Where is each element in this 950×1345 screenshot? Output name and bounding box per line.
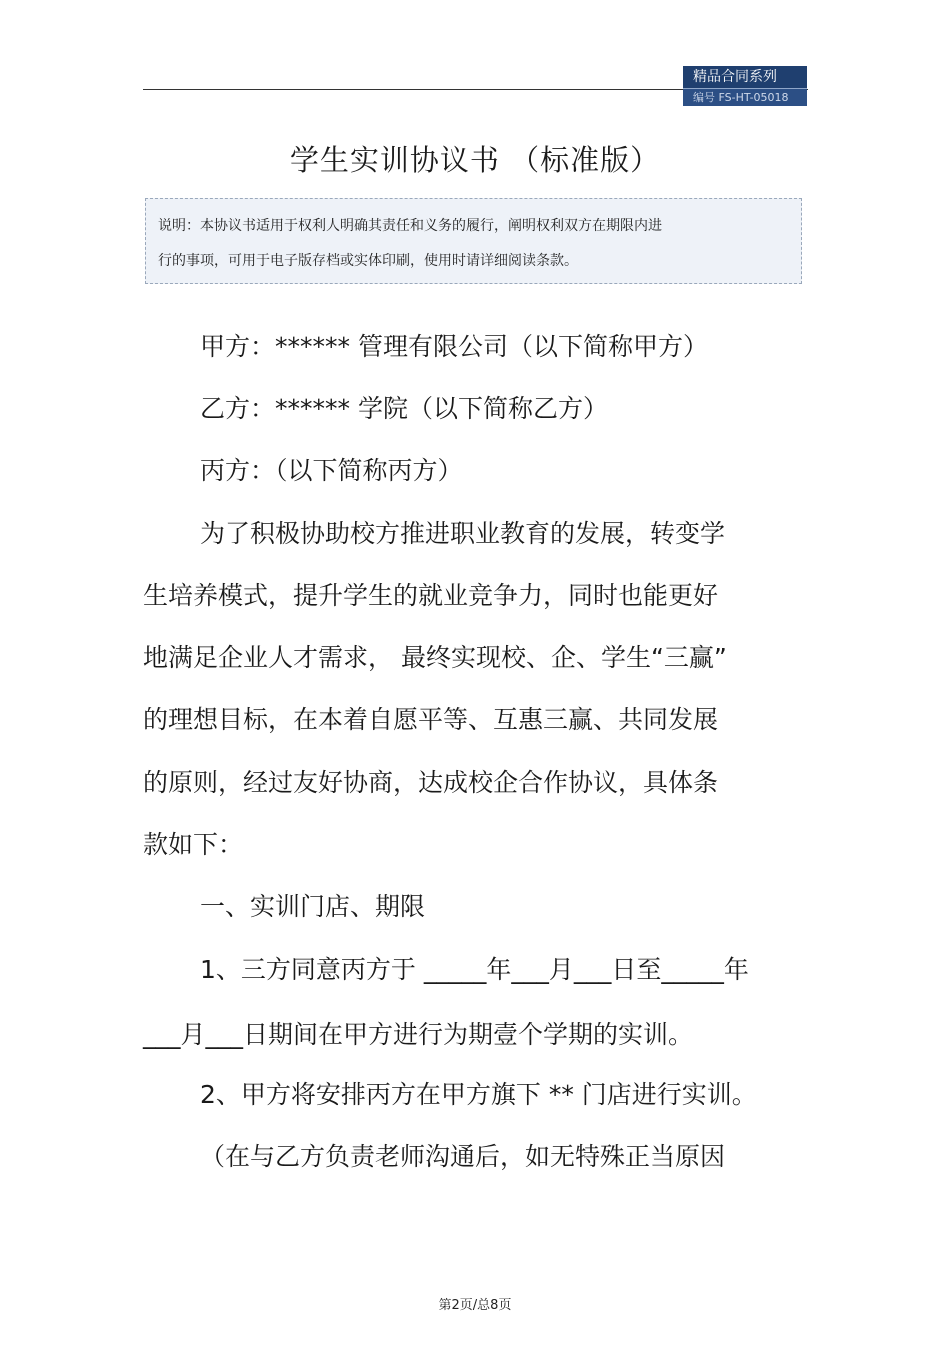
- intro-line: 为了积极协助校方推进职业教育的发展，转变学: [200, 519, 726, 548]
- page-indicator: 第2页/总8页: [438, 1298, 512, 1313]
- description-line-2: 行的事项，可用于电子版存档或实体印刷，使用时请详细阅读条款。: [158, 253, 578, 269]
- intro-line: 生培养模式，提升学生的就业竞争力，同时也能更好: [143, 581, 719, 610]
- party-c: 丙方：（以下简称丙方）: [200, 456, 463, 485]
- clause-1-line-2: ___月___日期间在甲方进行为期壹个学期的实训。: [143, 1020, 694, 1049]
- intro-line: 地满足企业人才需求， 最终实现校、企、学生“三赢”: [143, 643, 727, 672]
- section-heading: 一、实训门店、期限: [200, 892, 426, 921]
- clause-2-line-2: （在与乙方负责老师沟通后，如无特殊正当原因: [200, 1142, 726, 1171]
- party-a: 甲方：****** 管理有限公司（以下简称甲方）: [200, 332, 708, 361]
- series-badge: [683, 66, 807, 106]
- party-b: 乙方：****** 学院（以下简称乙方）: [200, 394, 608, 423]
- clause-1-line-1: 1、三方同意丙方于 _____年___月___日至_____年: [200, 955, 749, 984]
- description-box: [145, 198, 802, 284]
- description-line-1: 说明：本协议书适用于权利人明确其责任和义务的履行，阐明权利双方在期限内进: [158, 218, 662, 234]
- series-label: 精品合同系列: [683, 66, 807, 89]
- clause-2-line-1: 2、甲方将安排丙方在甲方旗下 ** 门店进行实训。: [200, 1080, 757, 1109]
- intro-line: 的理想目标，在本着自愿平等、互惠三赢、共同发展: [143, 705, 719, 734]
- intro-line: 的原则，经过友好协商，达成校企合作协议，具体条: [143, 768, 719, 797]
- document-code: 编号 FS-HT-05018: [683, 89, 807, 106]
- intro-line: 款如下：: [143, 830, 244, 859]
- document-title: 学生实训协议书 （标准版）: [289, 143, 661, 177]
